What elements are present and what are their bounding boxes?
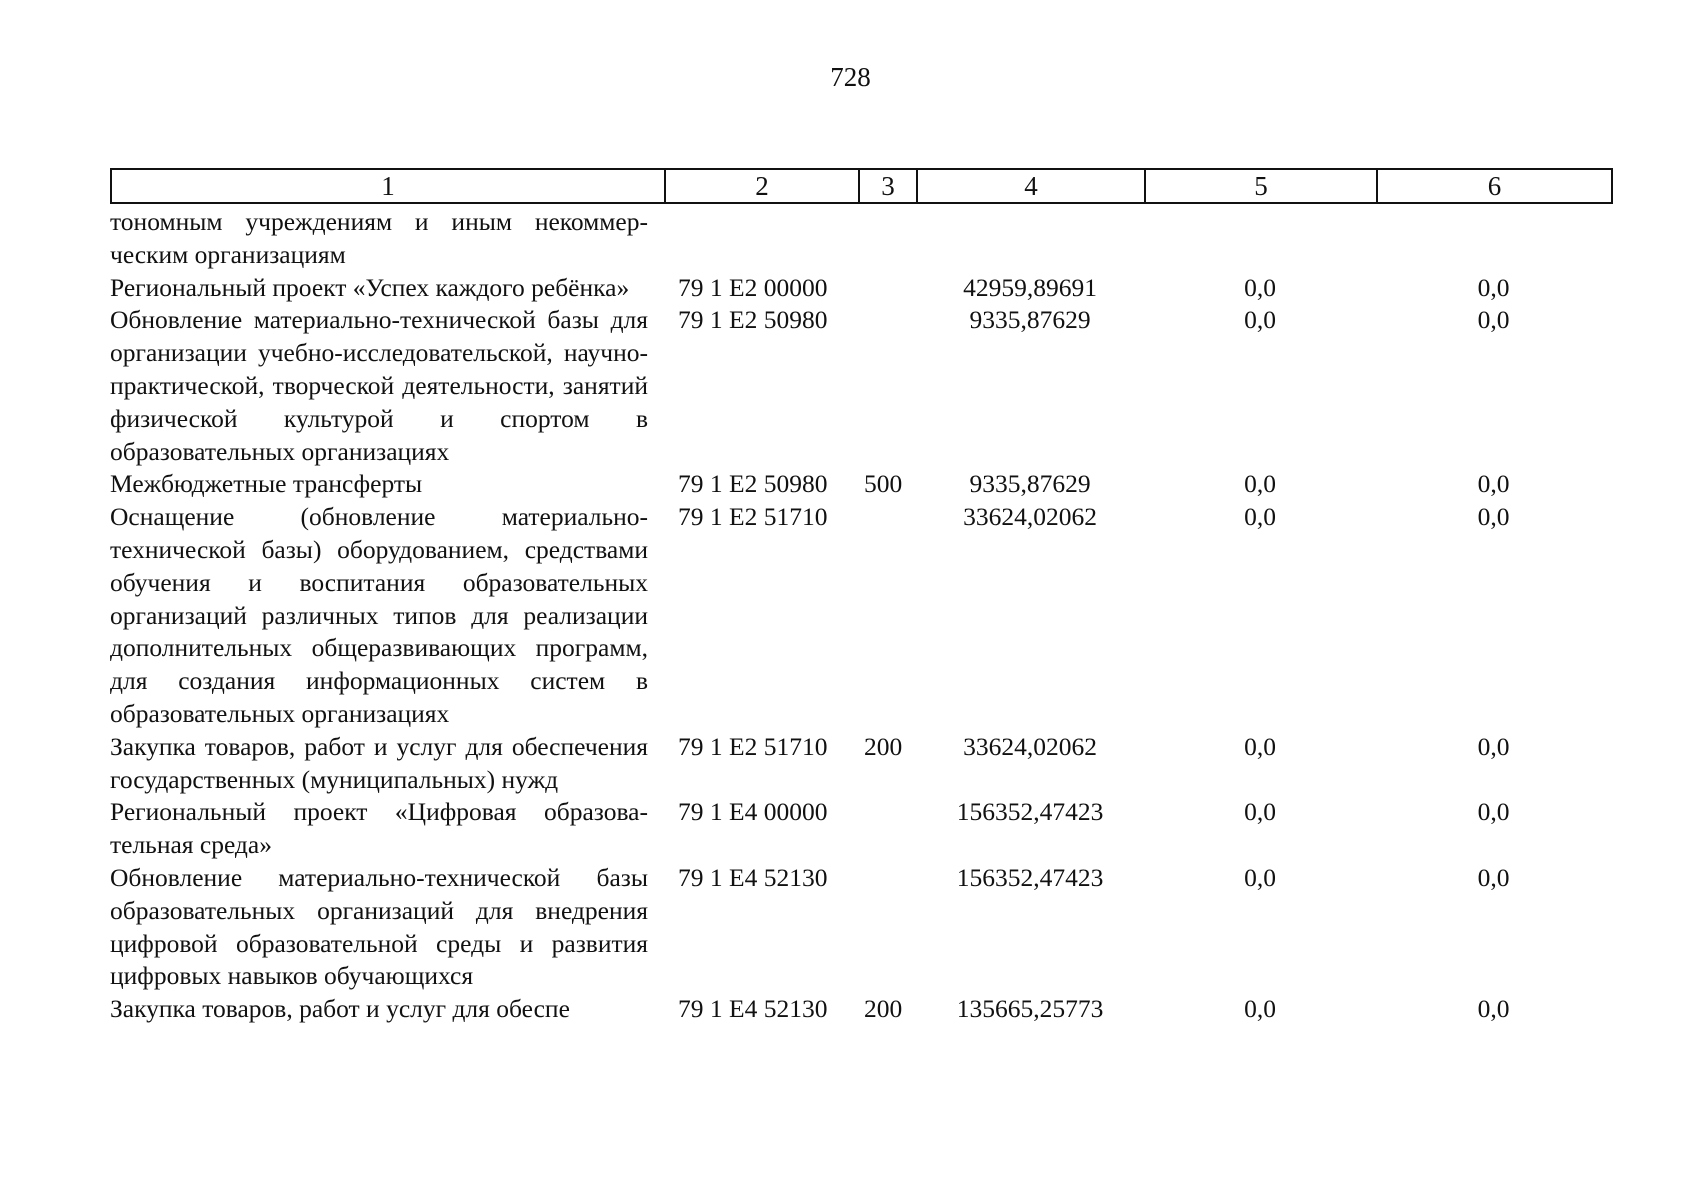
row-name: Региональный проект «Цифровая образовательная среда» xyxy=(110,797,648,860)
table-row xyxy=(110,468,1611,501)
row-sum: 156352,47423 xyxy=(956,862,1104,892)
table-row xyxy=(110,993,1611,1026)
row-sum: 33624,02062 xyxy=(963,731,1097,761)
row-type xyxy=(858,272,916,305)
budget-table xyxy=(110,206,1611,1026)
row-code: 79 1 E4 52130 xyxy=(678,994,828,1024)
row-value-5: 0,0 xyxy=(1244,862,1276,892)
column-header-3: 3 xyxy=(859,169,917,203)
row-value-5: 0,0 xyxy=(1244,469,1276,499)
row-code: 79 1 E2 51710 xyxy=(678,731,828,761)
row-value-6: 0,0 xyxy=(1477,862,1510,892)
row-value-5: 0,0 xyxy=(1244,797,1276,827)
table-row xyxy=(110,501,1611,731)
row-value-6 xyxy=(1376,206,1611,272)
row-type xyxy=(858,796,916,862)
row-name: Межбюджетные трансферты xyxy=(110,469,423,499)
row-value-5 xyxy=(1144,206,1376,272)
row-name: Оснащение (обновление материально-технической базы) оборудованием, средствами обучения и воспитания образовательных организаций различных типов для реализации дополнительных общеразвивающих программ, для создания информационных систем в образовательных организациях xyxy=(110,502,648,728)
row-value-5: 0,0 xyxy=(1244,502,1276,532)
row-type xyxy=(858,304,916,468)
table-row xyxy=(110,796,1611,862)
row-value-6: 0,0 xyxy=(1477,994,1510,1024)
row-sum xyxy=(916,206,1144,272)
row-value-5: 0,0 xyxy=(1244,305,1276,335)
row-value-5: 0,0 xyxy=(1244,994,1276,1024)
row-name: тономным учреждениям и иным некоммерческим организациям xyxy=(110,207,648,269)
column-header-1: 1 xyxy=(111,169,665,203)
row-name: Обновление материально-технической базы образовательных организаций для внедрения цифровой образовательной среды и развития цифровых навыков обучающихся xyxy=(110,862,648,991)
row-sum: 9335,87629 xyxy=(969,305,1091,335)
column-header-4: 4 xyxy=(917,169,1145,203)
row-code: 79 1 E2 51710 xyxy=(678,502,828,532)
row-sum: 9335,87629 xyxy=(969,469,1091,499)
row-type xyxy=(858,501,916,731)
row-sum: 135665,25773 xyxy=(956,994,1104,1024)
row-sum: 156352,47423 xyxy=(956,797,1104,827)
page-number: 728 xyxy=(830,62,871,92)
row-code: 79 1 E4 00000 xyxy=(678,797,828,827)
table-row xyxy=(110,206,1611,272)
row-type: 200 xyxy=(864,994,903,1024)
table-row xyxy=(110,731,1611,797)
table-row xyxy=(110,862,1611,993)
row-sum: 33624,02062 xyxy=(963,502,1097,532)
row-value-6: 0,0 xyxy=(1477,502,1510,532)
row-code: 79 1 E4 52130 xyxy=(678,862,828,892)
row-value-6: 0,0 xyxy=(1477,797,1510,827)
row-value-5: 0,0 xyxy=(1244,272,1276,302)
column-header-6: 6 xyxy=(1377,169,1612,203)
column-header-2: 2 xyxy=(665,169,859,203)
table-row xyxy=(110,272,1611,305)
row-sum: 42959,89691 xyxy=(963,272,1097,302)
row-code xyxy=(664,206,858,272)
row-type xyxy=(858,862,916,993)
row-type: 200 xyxy=(864,731,903,761)
row-type xyxy=(858,206,916,272)
row-name: Закупка товаров, работ и услуг для обеспе xyxy=(110,994,570,1024)
row-code: 79 1 E2 00000 xyxy=(678,272,828,302)
table-header xyxy=(110,168,1613,204)
row-value-6: 0,0 xyxy=(1477,305,1510,335)
table-row xyxy=(110,304,1611,468)
column-header-5: 5 xyxy=(1145,169,1377,203)
row-name: Региональный проект «Успех каждого ребёнка» xyxy=(110,272,630,302)
header-row xyxy=(111,169,1612,203)
row-name: Обновление материально-технической базы для организации учебно-исследовательской, научно-практической, творческой деятельности, занятий физической культурой и спортом в образовательных организациях xyxy=(110,305,648,466)
row-code: 79 1 E2 50980 xyxy=(678,469,828,499)
row-value-6: 0,0 xyxy=(1477,731,1510,761)
row-type: 500 xyxy=(864,469,903,499)
row-code: 79 1 E2 50980 xyxy=(678,305,828,335)
row-name: Закупка товаров, работ и услуг для обеспечения государственных (муниципальных) нужд xyxy=(110,731,648,794)
row-value-5: 0,0 xyxy=(1244,731,1276,761)
row-value-6: 0,0 xyxy=(1477,469,1510,499)
row-value-6: 0,0 xyxy=(1477,272,1510,302)
